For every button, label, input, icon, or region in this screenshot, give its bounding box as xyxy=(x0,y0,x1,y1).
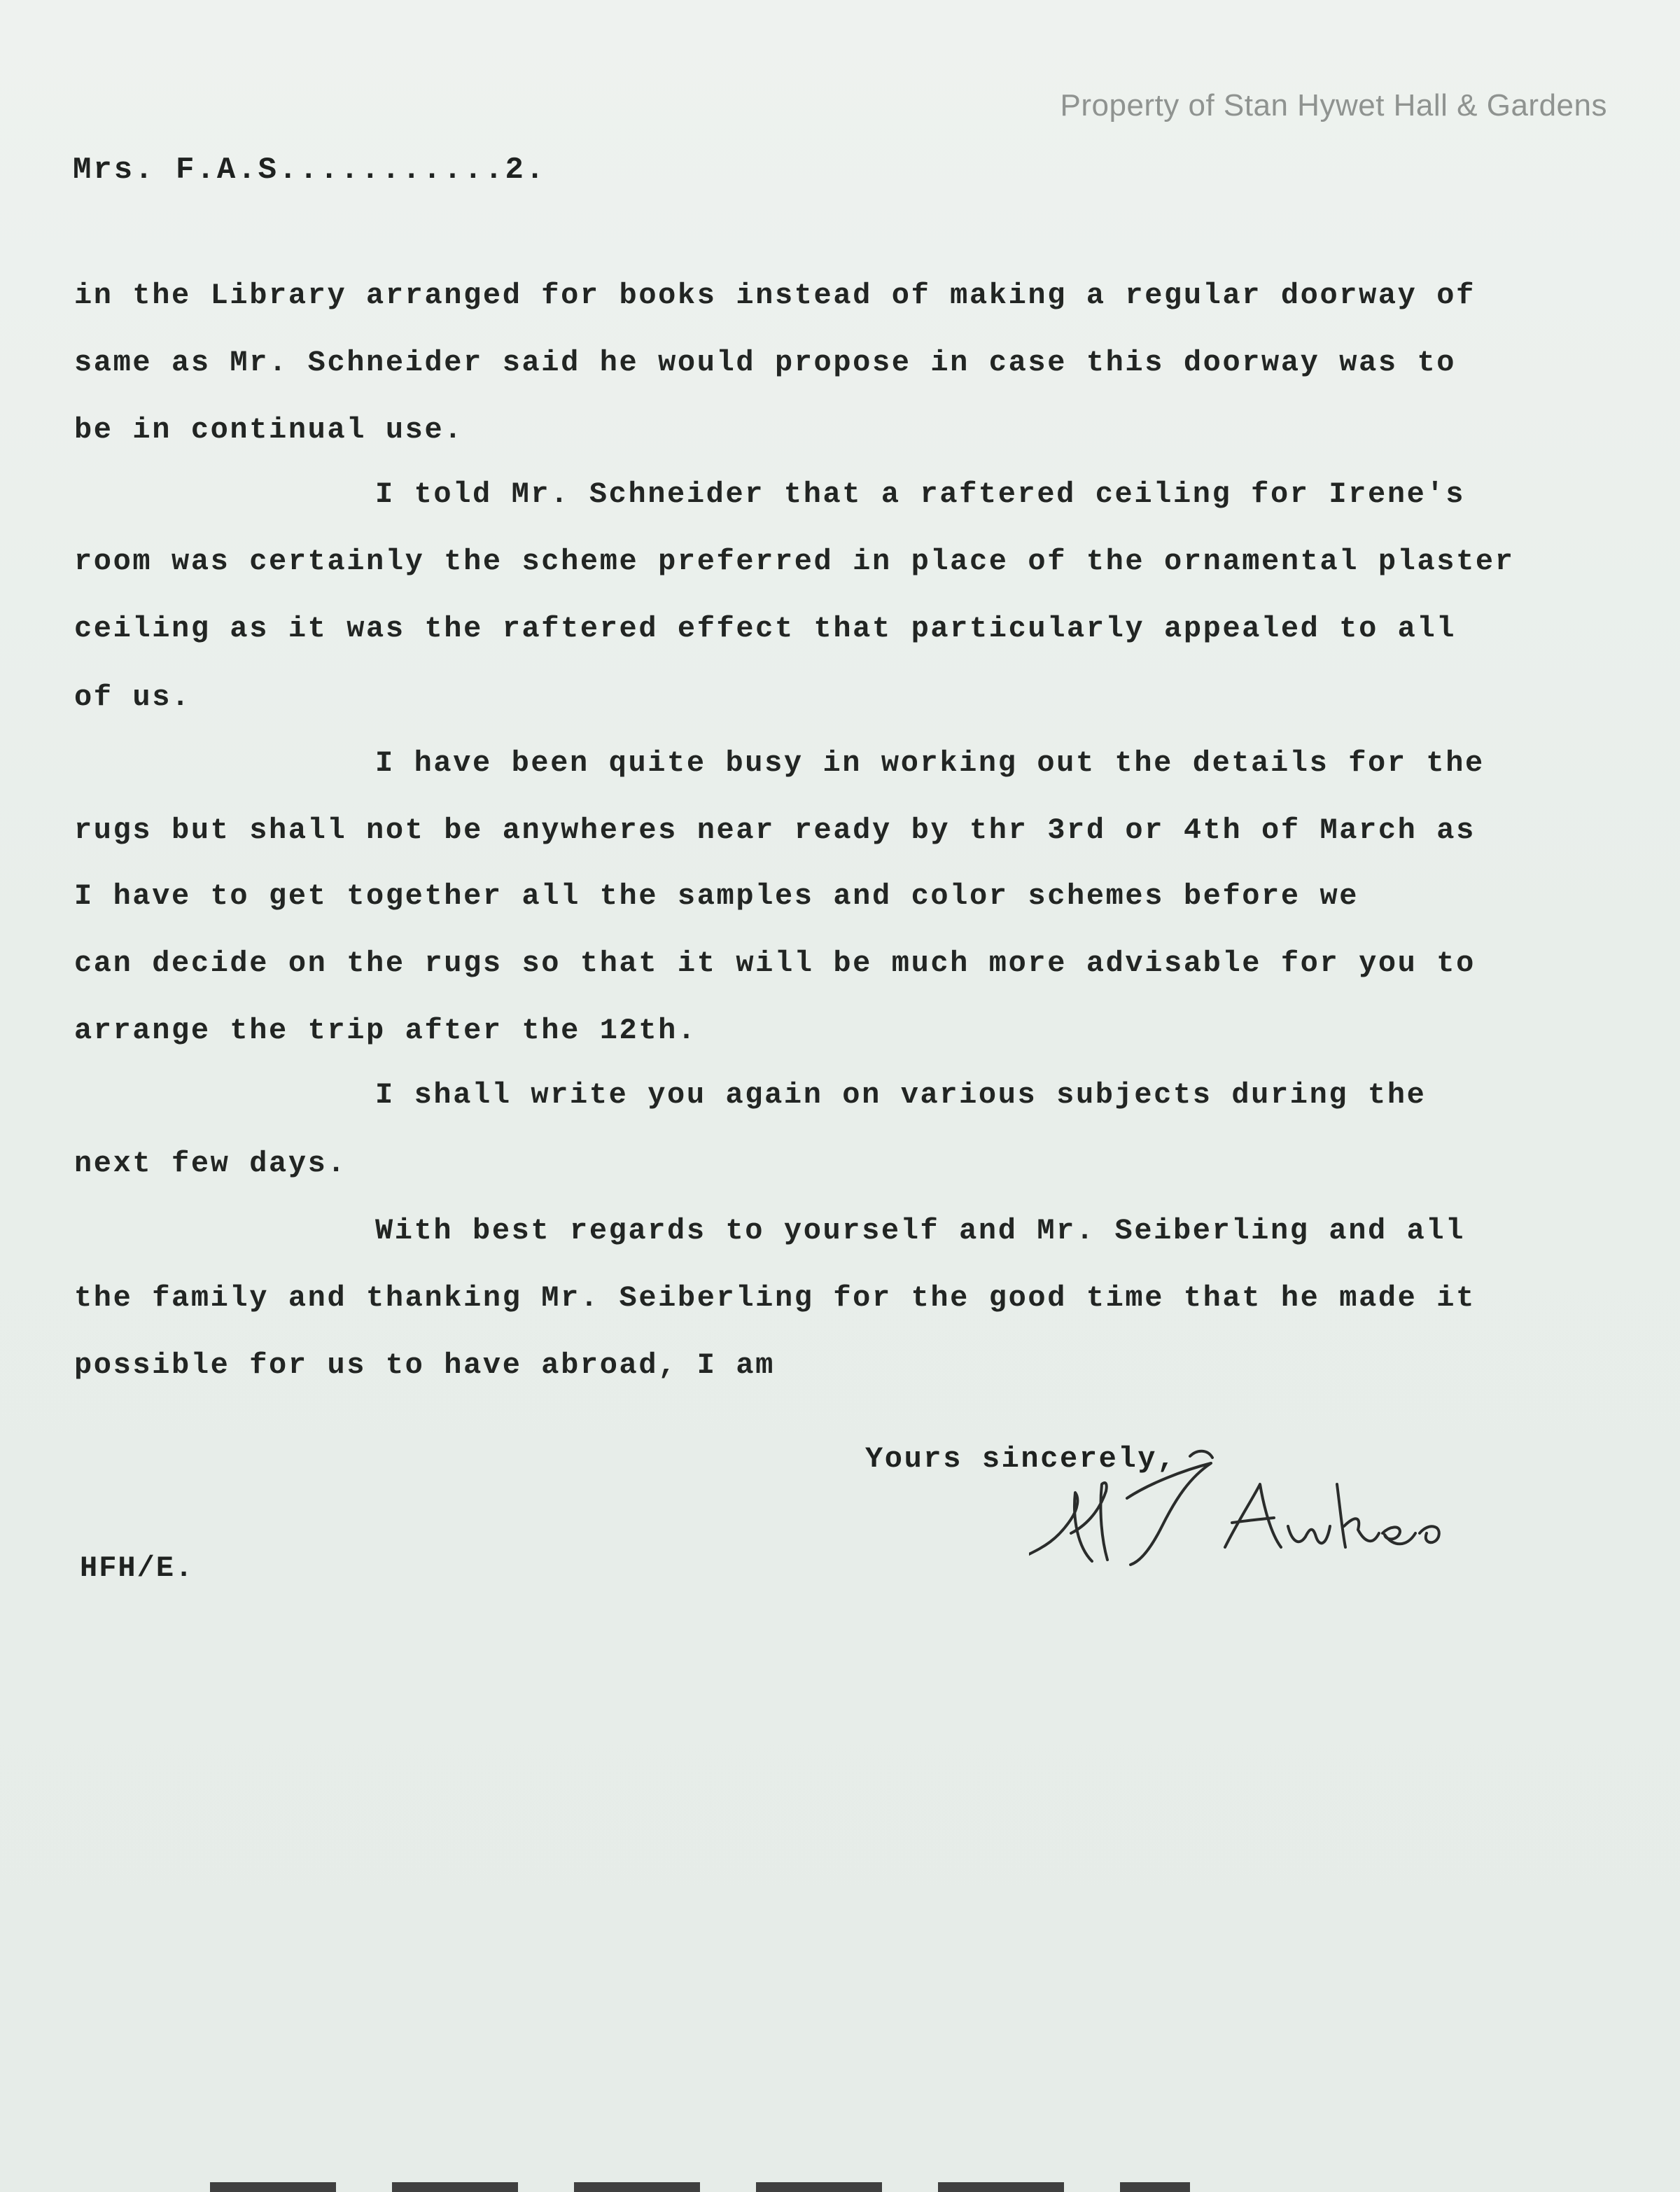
body-line: rugs but shall not be anywheres near ready by thr 3rd or 4th of March as xyxy=(74,814,1476,847)
handwritten-signature xyxy=(1029,1442,1449,1582)
closing: Yours sincerely, xyxy=(865,1442,1177,1476)
body-line: I shall write you again on various subjects during the xyxy=(375,1078,1427,1112)
body-line: next few days. xyxy=(74,1147,347,1180)
body-line: same as Mr. Schneider said he would propose in case this doorway was to xyxy=(74,346,1457,379)
body-line: possible for us to have abroad, I am xyxy=(74,1348,775,1382)
body-line: With best regards to yourself and Mr. Seiberling and all xyxy=(375,1214,1466,1248)
watermark: Property of Stan Hywet Hall & Gardens xyxy=(1060,88,1607,123)
page-header: Mrs. F.A.S...........2. xyxy=(73,153,547,188)
body-line: can decide on the rugs so that it will be much more advisable for you to xyxy=(74,947,1476,980)
body-line: ceiling as it was the raftered effect that particularly appealed to all xyxy=(74,612,1457,645)
body-line: I have to get together all the samples and color schemes before we xyxy=(74,879,1359,913)
body-line: in the Library arranged for books instead of making a regular doorway of xyxy=(74,279,1476,312)
typist-initials: HFH/E. xyxy=(80,1551,195,1585)
bottom-edge-letterhead-fragment xyxy=(210,2182,1190,2192)
body-line: of us. xyxy=(74,680,191,714)
body-line: the family and thanking Mr. Seiberling for the good time that he made it xyxy=(74,1281,1476,1315)
body-line: I told Mr. Schneider that a raftered ceiling for Irene's xyxy=(375,477,1466,511)
body-line: I have been quite busy in working out the details for the xyxy=(375,746,1485,780)
body-line: arrange the trip after the 12th. xyxy=(74,1014,697,1047)
body-line: room was certainly the scheme preferred in place of the ornamental plaster xyxy=(74,545,1515,578)
body-line: be in continual use. xyxy=(74,413,464,447)
